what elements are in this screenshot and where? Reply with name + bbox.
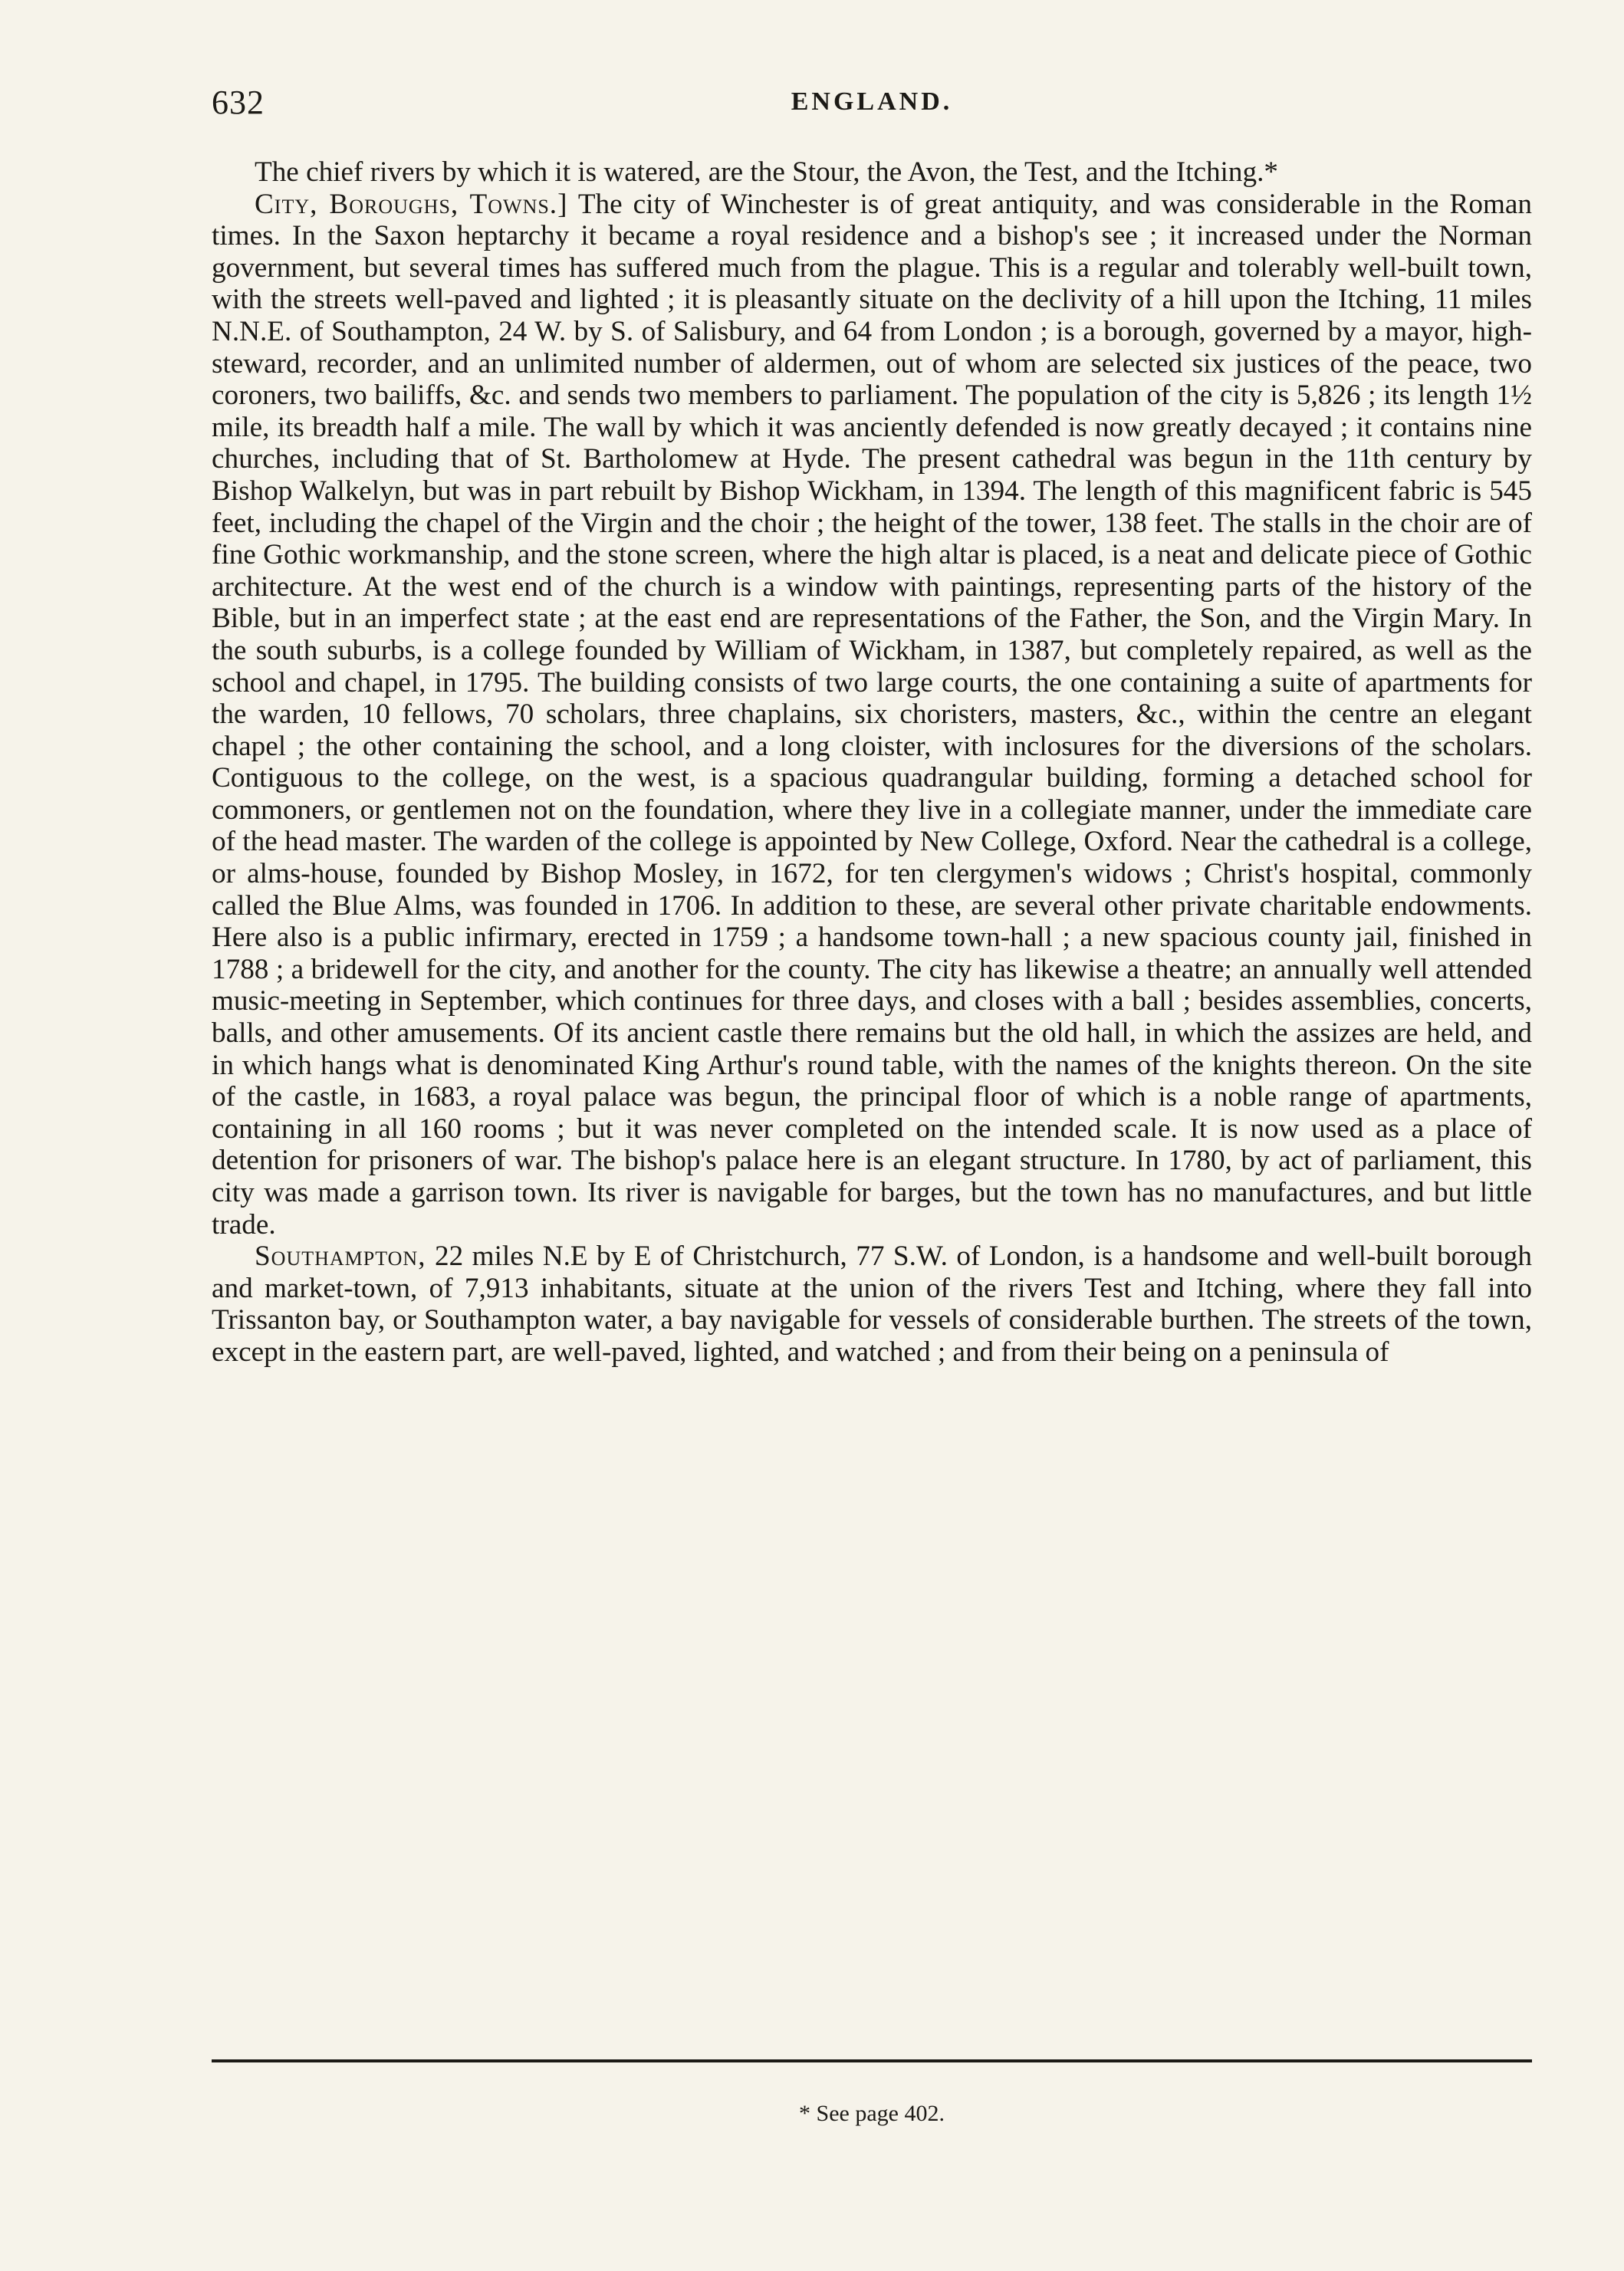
running-title: ENGLAND. [791,87,953,116]
paragraph-text: The city of Winchester is of great antiquity, and was considerable in the Roman times. In the Saxon heptarchy it became a royal residence and a bishop's see ; it increased under the Norman government, but several times has suffered much from the plague. This is a regular and tolerably well-built town, with the streets well-paved and lighted ; it is pleasantly situate on the declivity of a hill upon the Itching, 11 miles N.N.E. of Southampton, 24 W. by S. of Salisbury, and 64 from London ; is a borough, governed by a mayor, high-steward, recorder, and an unlimited number of aldermen, out of whom are selected six justices of the peace, two coroners, two bailiffs, &c. and sends two members to parliament. The population of the city is 5,826 ; its length 1½ mile, its breadth half a mile. The wall by which it was anciently defended is now greatly decayed ; it contains nine churches, including that of St. Bartholomew at Hyde. The present cathedral was begun in the 11th century by Bishop Walkelyn, but was in part rebuilt by Bishop Wickham, in 1394. The length of this magnificent fabric is 545 feet, including the chapel of the Virgin and the choir ; the height of the tower, 138 feet. The stalls in the choir are of fine Gothic workmanship, and the stone screen, where the high altar is placed, is a neat and delicate piece of Gothic architecture. At the west end of the church is a window with paintings, representing parts of the history of the Bible, but in an imperfect state ; at the east end are representations of the Father, the Son, and the Virgin Mary. In the south suburbs, is a college founded by William of Wickham, in 1387, but completely repaired, as well as the school and chapel, in 1795. The building consists of two large courts, the one containing a suite of apartments for the warden, 10 fellows, 70 scholars, three chaplains, six choristers, masters, &c., within the centre an elegant chapel ; the other containing the school, and a long cloister, with inclosures for the diversions of the scholars. Contiguous to the college, on the west, is a spacious quadrangular building, forming a detached school for commoners, or gentlemen not on the foundation, where they live in a collegiate manner, under the immediate care of the head master. The warden of the college is appointed by New College, Oxford. Near the cathedral is a college, or alms-house, founded by Bishop Mosley, in 1672, for ten clergymen's widows ; Christ's hospital, commonly called the Blue Alms, was founded in 1706. In addition to these, are several other private charitable endowments. Here also is a public infirmary, erected in 1759 ; a handsome town-hall ; a new spacious county jail, finished in 1788 ; a bridewell for the city, and another for the county. The city has likewise a theatre; an annually well attended music-meeting in September, which continues for three days, and closes with a ball ; besides assemblies, concerts, balls, and other amusements. Of its ancient castle there remains but the old hall, in which the assizes are held, and in which hangs what is denominated King Arthur's round table, with the names of the knights thereon. On the site of the castle, in 1683, a royal palace was begun, the principal floor of which is a noble range of apartments, containing in all 160 rooms ; but it was never completed on the intended scale. It is now used as a place of detention for prisoners of war. The bishop's palace here is an elegant structure. In 1780, by act of parliament, this city was made a garrison town. Its river is navigable for barges, but the town has no manufactures, and but little trade. [212,188,1532,1241]
place-head: Southampton, [255,1241,426,1273]
page-number: 632 [212,84,265,121]
running-head [212,83,1532,129]
footnote: * See page 402. [799,2101,945,2126]
paragraph-southampton [212,1241,1532,1368]
body-text [212,156,1532,1369]
section-head: City, Boroughs, Towns.] [255,188,568,220]
paragraph-text: 22 miles N.E by E of Christchurch, 77 S.W. of London, is a handsome and well-built borough and market-town, of 7,913 inhabitants, situate at the union of the rivers Test and Itching, where they fall into Trissanton bay, or Southampton water, a bay navigable for vessels of considerable burthen. The streets of the town, except in the eastern part, are well-paved, lighted, and watched ; and from their being on a peninsula of [212,1241,1532,1368]
paragraph-text: The chief rivers by which it is watered, are the Stour, the Avon, the Test, and the Itching.* [255,156,1278,188]
paragraph-winchester [212,189,1532,1241]
paragraph-rivers [212,156,1532,189]
footnote-rule [212,2059,1532,2062]
footnote-area [212,2059,1532,2127]
